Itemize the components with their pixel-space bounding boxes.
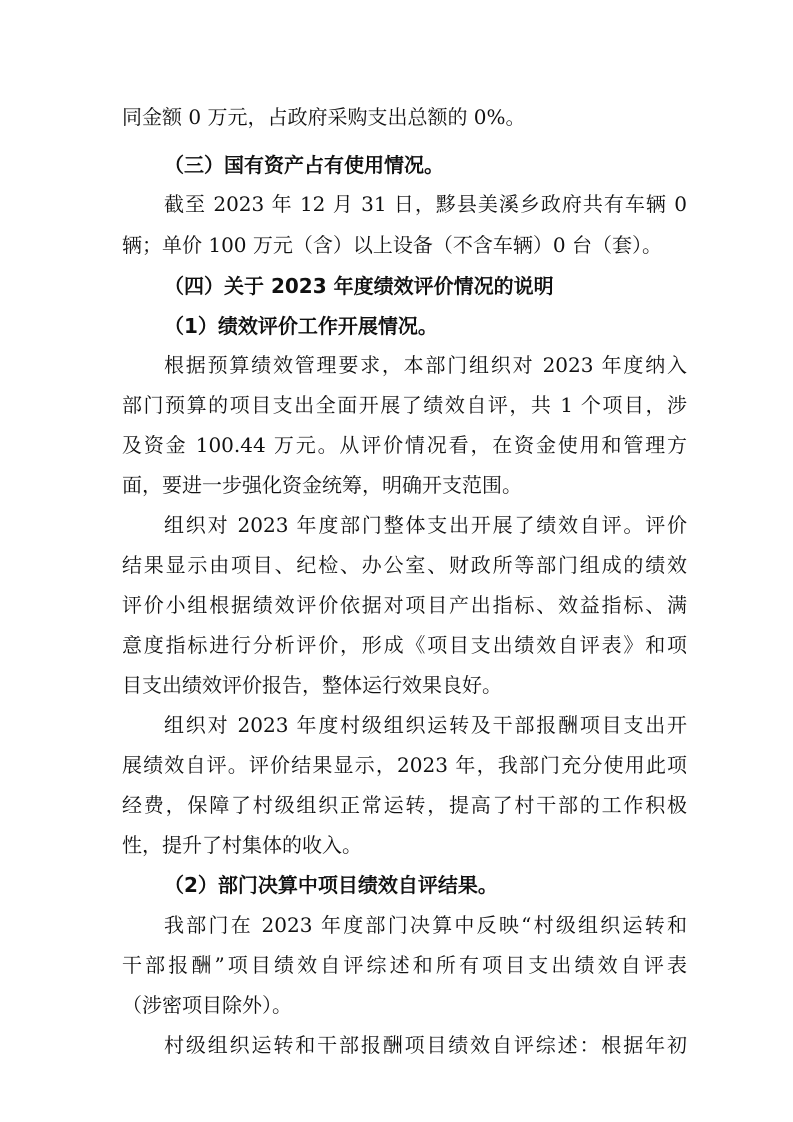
paragraph-line: 同金额 0 万元，占政府采购支出总额的 0%。 [122,105,526,129]
paragraph-line: 根据预算绩效管理要求，本部门组织对 2023 年度纳入 [164,353,687,377]
paragraph-line: 经费，保障了村级组织正常运转，提高了村干部的工作积极 [122,793,687,817]
paragraph-line: 干部报酬”项目绩效自评综述和所有项目支出绩效自评表 [122,953,687,977]
section-heading: （四）关于 2023 年度绩效评价情况的说明 [164,274,554,298]
paragraph-line: 面，要进一步强化资金统筹，明确开支范围。 [122,473,522,497]
paragraph-line: 部门预算的项目支出全面开展了绩效自评，共 1 个项目，涉 [122,393,687,417]
paragraph-line: 展绩效自评。评价结果显示，2023 年，我部门充分使用此项 [122,753,687,777]
paragraph-line: 及资金 100.44 万元。从评价情况看，在资金使用和管理方 [122,433,687,457]
paragraph-line: 截至 2023 年 12 月 31 日，黟县美溪乡政府共有车辆 0 [164,192,687,216]
paragraph-line: 意度指标进行分析评价，形成《项目支出绩效自评表》和项 [122,633,687,657]
paragraph-line: 目支出绩效评价报告，整体运行效果良好。 [122,673,502,697]
section-heading: （三）国有资产占有使用情况。 [164,153,444,177]
paragraph-line: 性，提升了村集体的收入。 [122,833,362,857]
subsection-heading: （2）部门决算中项目绩效自评结果。 [164,873,498,897]
paragraph-line: 辆；单价 100 万元（含）以上设备（不含车辆）0 台（套）。 [122,233,662,257]
paragraph-line: 我部门在 2023 年度部门决算中反映“村级组织运转和 [164,913,687,937]
paragraph-line: 结果显示由项目、纪检、办公室、财政所等部门组成的绩效 [122,553,687,577]
paragraph-line: 评价小组根据绩效评价依据对项目产出指标、效益指标、满 [122,593,687,617]
paragraph-line: 村级组织运转和干部报酬项目绩效自评综述：根据年初 [164,1033,687,1057]
subsection-heading: （1）绩效评价工作开展情况。 [164,314,438,338]
paragraph-line: 组织对 2023 年度部门整体支出开展了绩效自评。评价 [164,513,687,537]
paragraph-line: （涉密项目除外）。 [122,993,292,1017]
paragraph-line: 组织对 2023 年度村级组织运转及干部报酬项目支出开 [164,713,687,737]
